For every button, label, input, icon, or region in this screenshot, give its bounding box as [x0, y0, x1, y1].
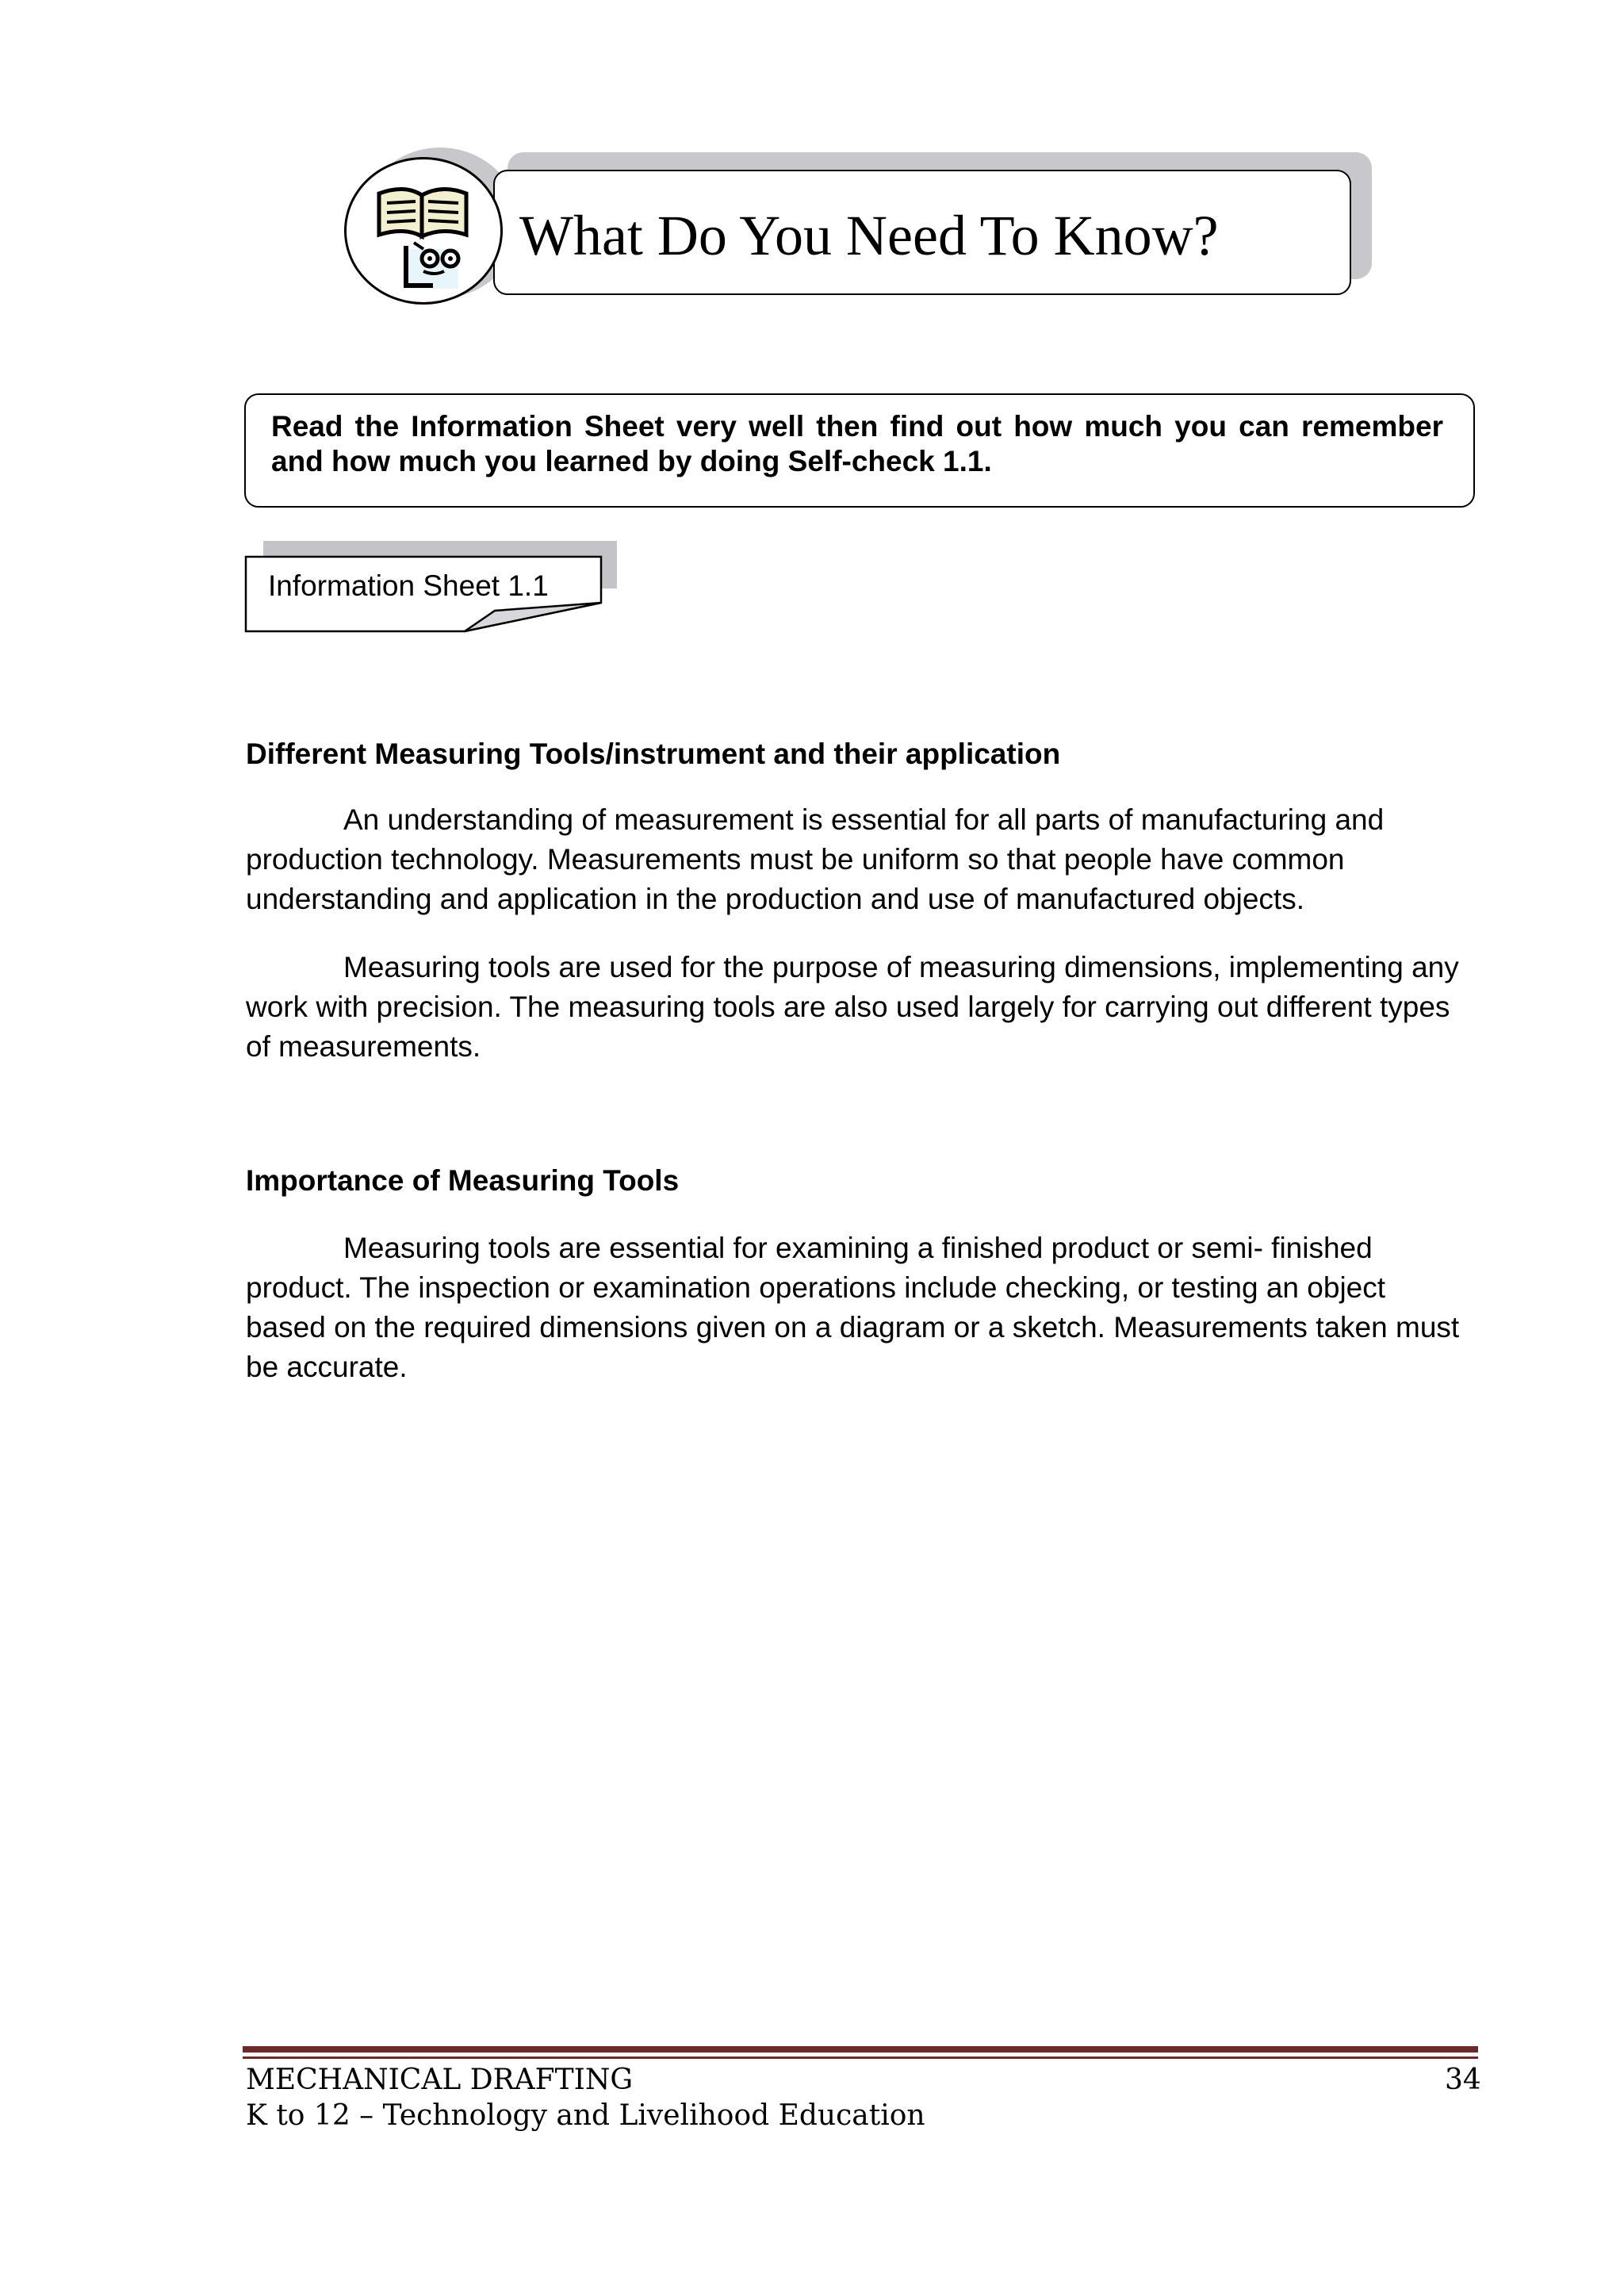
- paragraph-text: Measuring tools are used for the purpose of measuring dimensions, implementing any work with precision. The measuring tools are also used largely for carrying out different types of measurements.: [246, 951, 1459, 1063]
- section-heading: Different Measuring Tools/instrument and their application: [246, 738, 1061, 770]
- footer-subject: MECHANICAL DRAFTING: [246, 2064, 634, 2096]
- footer-rule-thin: [243, 2056, 1478, 2059]
- paragraph: [246, 948, 1467, 1067]
- section-heading: Importance of Measuring Tools: [246, 1164, 680, 1197]
- paragraph: [246, 800, 1467, 919]
- info-sheet-label: Information Sheet 1.1: [268, 569, 549, 602]
- paragraph: [246, 1228, 1467, 1387]
- paragraph-text: An understanding of measurement is essential for all parts of manufacturing and production technology. Measurements must be uniform so that people have common understanding and application in the production and use of manufactured objects.: [246, 803, 1385, 915]
- footer-program: K to 12 – Technology and Livelihood Education: [246, 2099, 925, 2132]
- instruction-text: Read the Information Sheet very well then find out how much you can remember and how much you learned by doing Self-check 1.1.: [271, 410, 1443, 477]
- page-title: What Do You Need To Know?: [519, 204, 1219, 267]
- page-number: 34: [1445, 2064, 1481, 2096]
- book-and-reader-icon: [357, 167, 492, 301]
- paragraph-text: Measuring tools are essential for examining a finished product or semi- finished product. The inspection or examination operations include checking, or testing an object based on the required dimensions given on a diagram or a sketch. Measurements taken must be accurate.: [246, 1232, 1460, 1383]
- footer-rule: [243, 2046, 1478, 2053]
